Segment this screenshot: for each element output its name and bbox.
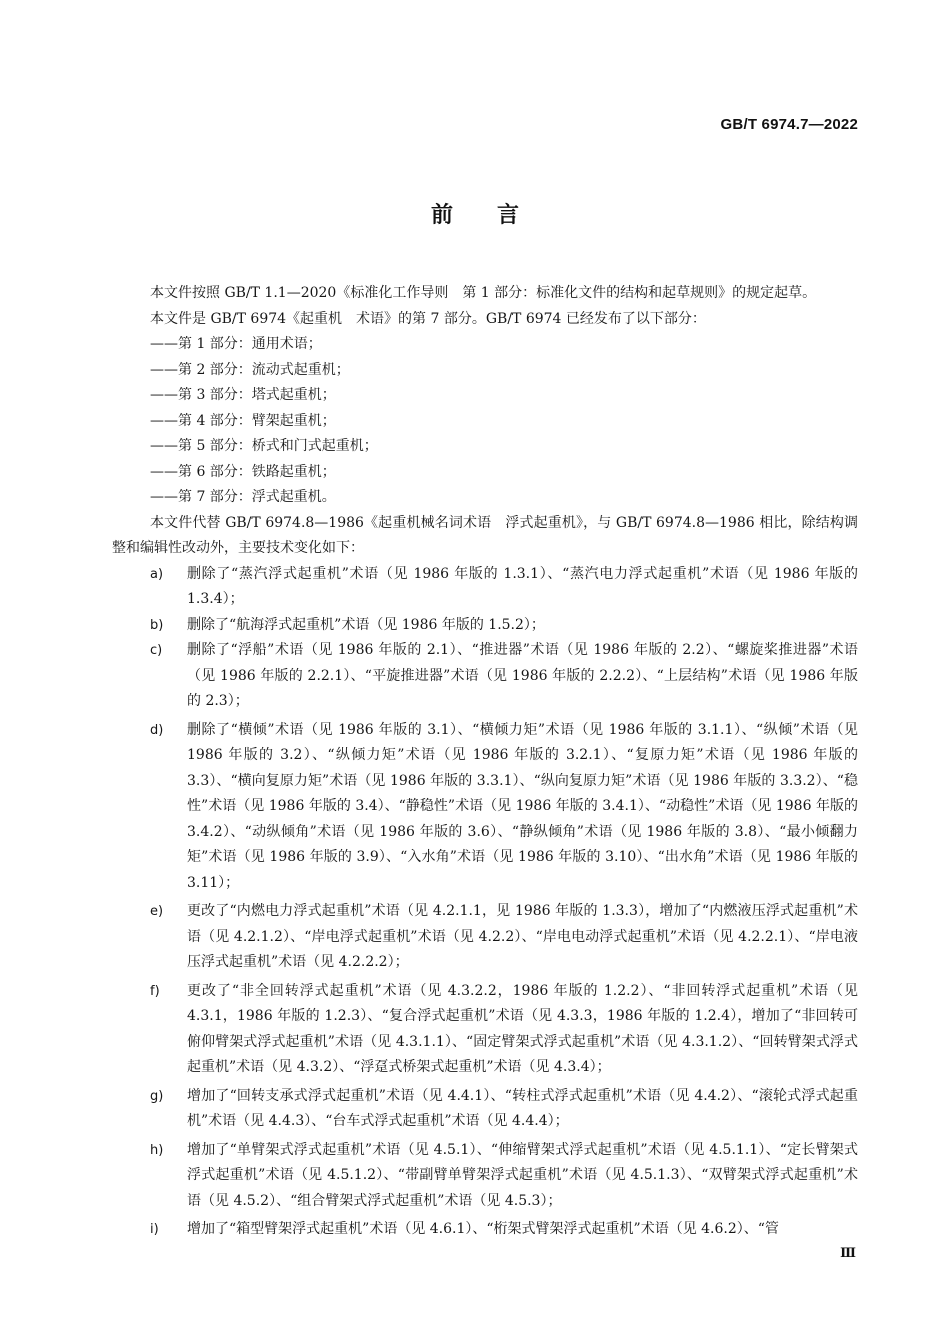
- changes-list: [112, 562, 858, 1243]
- parts-intro-paragraph: 本文件是 GB/T 6974《起重机 术语》的第 7 部分。GB/T 6974 已经发布了以下部分：: [150, 310, 706, 327]
- change-item-text: 删除了“浮船”术语（见 1986 年版的 2.1）、“推进器”术语（见 1986 年版的 2.2）、“螺旋桨推进器”术语（见 1986 年版的 2.2.1）、“平旋推进器”术语（见 1986 年版的 2.2.2）、“上层结构”术语（见 1986 年版的 2.3）；: [187, 642, 858, 709]
- change-item-label: f): [150, 983, 160, 999]
- change-item-label: b): [150, 617, 164, 633]
- page-title: 前言: [430, 203, 563, 228]
- replacement-paragraph: 本文件代替 GB/T 6974.8—1986《起重机械名词术语 浮式起重机》，与 GB/T 6974.8—1986 相比，除结构调整和编辑性改动外，主要技术变化如下：: [112, 514, 858, 556]
- intro-paragraph: 本文件按照 GB/T 1.1—2020《标准化工作导则 第 1 部分：标准化文件的结构和起草规则》的规定起草。: [150, 285, 817, 301]
- parts-list: [112, 332, 858, 511]
- change-item: [112, 979, 858, 1081]
- change-item: [112, 1138, 858, 1215]
- change-item: [112, 1084, 858, 1135]
- page-number: Ⅲ: [840, 1246, 856, 1261]
- change-item-text: 删除了“蒸汽浮式起重机”术语（见 1986 年版的 1.3.1）、“蒸汽电力浮式起重机”术语（见 1986 年版的 1.3.4）；: [187, 565, 858, 607]
- parts-list-item: ——第 7 部分：浮式起重机。: [150, 489, 336, 505]
- document-body: [112, 281, 858, 1243]
- parts-list-item: ——第 4 部分：臂架起重机；: [150, 412, 336, 429]
- change-item: [112, 1217, 858, 1243]
- parts-list-item: ——第 2 部分：流动式起重机；: [150, 361, 350, 378]
- change-item-text: 删除了“横倾”术语（见 1986 年版的 3.1）、“横倾力矩”术语（见 1986 年版的 3.1.1）、“纵倾”术语（见 1986 年版的 3.2）、“纵倾力矩”术语（见 1986 年版的 3.2.1）、“复原力矩”术语（见 1986 年版的 3.3）、“横向复原力矩”术语（见 1986 年版的 3.3.1）、“纵向复原力矩”术语（见 1986 年版的 3.3.2）、“稳性”术语（见 1986 年版的 3.4）、“静稳性”术语（见 1986 年版的 3.4.1）、“动稳性”术语（见 1986 年版的 3.4.2）、“动纵倾角”术语（见 1986 年版的 3.6）、“静纵倾角”术语（见 1986 年版的 3.8）、“最小倾翻力矩”术语（见 1986 年版的 3.9）、“入水角”术语（见 1986 年版的 3.10）、“出水角”术语（见 1986 年版的 3.11）；: [187, 721, 858, 891]
- change-item: [112, 638, 858, 715]
- change-item-text: 更改了“非全回转浮式起重机”术语（见 4.3.2.2，1986 年版的 1.2.2）、“非回转浮式起重机”术语（见 4.3.1，1986 年版的 1.2.3）、“复合浮式起重机”术语（见 4.3.3，1986 年版的 1.2.4），增加了“非回转可俯仰臂架式浮式起重机”术语（见 4.3.1.1）、“固定臂架式浮式起重机”术语（见 4.3.1.2）、“回转臂架式浮式起重机”术语（见 4.3.2）、“浮趸式桥架式起重机”术语（见 4.3.4）；: [187, 982, 858, 1075]
- parts-list-item: ——第 3 部分：塔式起重机；: [150, 387, 336, 403]
- change-item-label: d): [150, 722, 164, 738]
- change-item-label: g): [150, 1088, 164, 1104]
- change-item-label: h): [150, 1142, 164, 1158]
- parts-list-item: ——第 6 部分：铁路起重机；: [150, 463, 336, 480]
- change-item-label: i): [150, 1222, 159, 1237]
- change-item: [112, 613, 858, 639]
- change-item-label: e): [150, 904, 164, 919]
- standard-code: GB/T 6974.7—2022: [720, 116, 858, 133]
- change-item: [112, 899, 858, 976]
- change-item-label: c): [150, 643, 163, 658]
- change-item-text: 更改了“内燃电力浮式起重机”术语（见 4.2.1.1，见 1986 年版的 1.3.3），增加了“内燃液压浮式起重机”术语（见 4.2.1.2）、“岸电浮式起重机”术语（见 4.2.2）、“岸电电动浮式起重机”术语（见 4.2.2.1）、“岸电液压浮式起重机”术语（见 4.2.2.2）；: [187, 903, 858, 970]
- change-item: [112, 718, 858, 897]
- change-item-text: 删除了“航海浮式起重机”术语（见 1986 年版的 1.5.2）；: [187, 616, 545, 633]
- change-item-text: 增加了“单臂架式浮式起重机”术语（见 4.5.1）、“伸缩臂架式浮式起重机”术语（见 4.5.1.1）、“定长臂架式浮式起重机”术语（见 4.5.1.2）、“带副臂单臂架浮式起重机”术语（见 4.5.1.3）、“双臂架式浮式起重机”术语（见 4.5.2）、“组合臂架式浮式起重机”术语（见 4.5.3）；: [187, 1141, 858, 1209]
- parts-list-item: ——第 1 部分：通用术语；: [150, 336, 322, 352]
- change-item: [112, 562, 858, 613]
- change-item-label: a): [150, 566, 164, 582]
- parts-list-item: ——第 5 部分：桥式和门式起重机；: [150, 438, 378, 454]
- change-item-text: 增加了“回转支承式浮式起重机”术语（见 4.4.1）、“转柱式浮式起重机”术语（见 4.4.2）、“滚轮式浮式起重机”术语（见 4.4.3）、“台车式浮式起重机”术语（见 4.4.4）；: [187, 1087, 858, 1129]
- change-item-text: 增加了“箱型臂架浮式起重机”术语（见 4.6.1）、“桁架式臂架浮式起重机”术语（见 4.6.2）、“管: [187, 1221, 779, 1237]
